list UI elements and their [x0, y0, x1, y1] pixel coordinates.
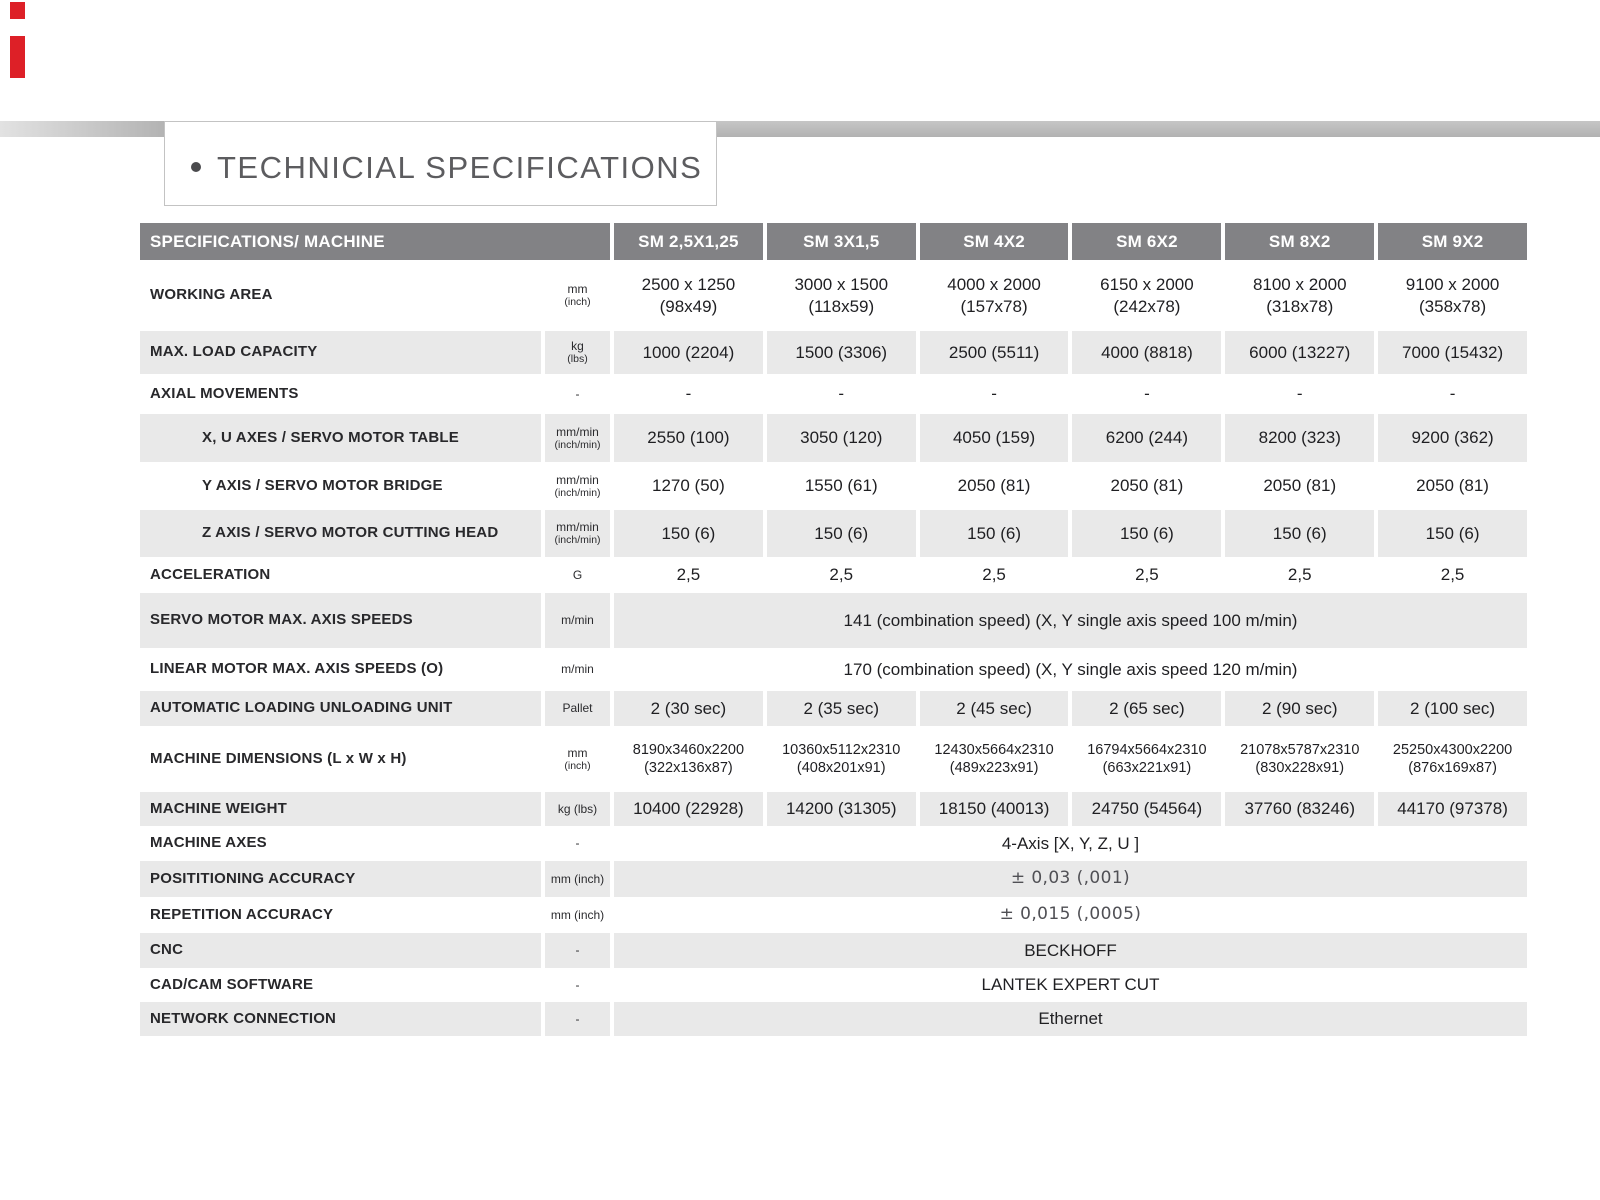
- value-cell: [1221, 414, 1374, 462]
- value-cell: [763, 792, 916, 826]
- section-title-box: [164, 121, 717, 206]
- text-line: kg: [571, 339, 584, 353]
- table-row: [140, 1002, 1527, 1036]
- unit-cell: [541, 331, 610, 374]
- text-line: 150 (6): [1272, 523, 1327, 543]
- text-line: (157x78): [960, 296, 1028, 316]
- text-line: 4000 (8818): [1101, 342, 1193, 362]
- span-value-cell: 141 (combination speed) (X, Y single axis speed 100 m/min): [610, 593, 1527, 648]
- text-line: -: [838, 384, 845, 404]
- text-line: (inch/min): [554, 438, 601, 451]
- spec-label: AXIAL MOVEMENTS: [150, 384, 299, 402]
- table-row: [140, 726, 1527, 792]
- text-line: 12430x5664x2310: [934, 741, 1054, 758]
- value-cell: [1068, 331, 1221, 374]
- column-header: SM 8X2: [1221, 223, 1374, 260]
- value-cell: [1068, 726, 1221, 792]
- text-line: 6000 (13227): [1249, 342, 1351, 362]
- text-line: 16794x5664x2310: [1087, 741, 1207, 758]
- spec-label: POSITITIONING ACCURACY: [140, 861, 541, 897]
- value-cell: [1374, 557, 1527, 593]
- value-cell: [763, 557, 916, 593]
- text-line: m/min: [561, 662, 594, 677]
- text-line: (408x201x91): [796, 760, 886, 776]
- text-line: 44170 (97378): [1397, 799, 1508, 819]
- text-line: 8200 (323): [1258, 428, 1341, 448]
- value-cell: [1374, 260, 1527, 331]
- value-cell: [763, 726, 916, 792]
- column-header: SM 4X2: [916, 223, 1069, 260]
- page-edge-red-mark: [10, 2, 25, 19]
- value-cell: [916, 331, 1069, 374]
- text-line: 24750 (54564): [1091, 799, 1203, 819]
- unit-cell: [541, 826, 610, 861]
- text-line: 2,5: [1440, 565, 1465, 585]
- table-row: [140, 968, 1527, 1002]
- text-line: 2,5: [1287, 565, 1312, 585]
- value-cell: [916, 691, 1069, 726]
- column-header: SM 9X2: [1374, 223, 1527, 260]
- text-line: 1500 (3306): [795, 342, 888, 362]
- unit-cell: [541, 691, 610, 726]
- value-cell: [610, 510, 763, 557]
- text-line: (118x59): [808, 296, 875, 316]
- text-line: 3050 (120): [800, 428, 883, 448]
- text-line: mm (inch): [550, 871, 605, 886]
- text-line: 2,5: [982, 565, 1006, 585]
- text-line: 4000 x 2000: [947, 275, 1041, 295]
- value-cell: [610, 557, 763, 593]
- value-cell: [1374, 462, 1527, 510]
- value-cell: [1221, 557, 1374, 593]
- header-divider-band-right: [717, 121, 1600, 137]
- value-cell: [1374, 374, 1527, 414]
- table-row: [140, 593, 1527, 648]
- text-line: 4050 (159): [952, 428, 1036, 448]
- text-line: 2 (100 sec): [1410, 698, 1496, 718]
- text-line: 3000 x 1500: [794, 275, 889, 295]
- unit-cell: [541, 861, 610, 897]
- value-cell: [1221, 726, 1374, 792]
- text-line: 6150 x 2000: [1100, 275, 1194, 295]
- value-cell: [1068, 510, 1221, 557]
- text-line: 1550 (61): [804, 476, 878, 496]
- unit-cell: [541, 510, 610, 557]
- value-cell: [1068, 260, 1221, 331]
- text-line: 37760 (83246): [1244, 799, 1356, 819]
- page-title: TECHNICIAL SPECIFICATIONS: [217, 149, 703, 185]
- value-cell: [1374, 792, 1527, 826]
- text-line: 2,5: [1135, 565, 1159, 585]
- table-row: [140, 933, 1527, 968]
- unit-cell: [541, 792, 610, 826]
- text-line: 150 (6): [1425, 523, 1480, 543]
- unit-cell: [541, 593, 610, 648]
- column-header: SM 2,5X1,25: [610, 223, 763, 260]
- spec-label: WORKING AREA: [150, 286, 273, 304]
- table-row: [140, 826, 1527, 861]
- text-line: 150 (6): [1119, 523, 1174, 543]
- value-cell: [763, 414, 916, 462]
- text-line: 10360x5112x2310: [782, 741, 901, 758]
- text-line: -: [575, 943, 580, 958]
- value-cell: [1374, 331, 1527, 374]
- text-line: -: [685, 384, 692, 404]
- value-cell: [763, 691, 916, 726]
- text-line: (830x228x91): [1255, 760, 1345, 776]
- value-cell: [916, 414, 1069, 462]
- text-line: -: [1449, 384, 1456, 404]
- unit-cell: [541, 897, 610, 933]
- unit-cell: [541, 1002, 610, 1036]
- text-line: G: [572, 567, 583, 582]
- table-row: [140, 510, 1527, 557]
- column-header: SM 3X1,5: [763, 223, 916, 260]
- text-line: 25250x4300x2200: [1392, 741, 1513, 758]
- spec-table: [140, 223, 1527, 1036]
- text-line: (318x78): [1266, 296, 1334, 316]
- spec-label: Y AXIS / SERVO MOTOR BRIDGE: [202, 476, 443, 494]
- span-value-cell: ± 0,03 (,001): [610, 861, 1527, 897]
- text-line: 2,5: [676, 565, 701, 585]
- span-value-cell: LANTEK EXPERT CUT: [610, 968, 1527, 1002]
- text-line: 8100 x 2000: [1252, 275, 1347, 295]
- value-cell: [610, 374, 763, 414]
- text-line: 21078x5787x2310: [1240, 741, 1360, 758]
- text-line: (876x169x87): [1408, 760, 1497, 776]
- spec-label: ACCELERATION: [150, 565, 271, 583]
- text-line: 9100 x 2000: [1405, 275, 1500, 295]
- text-line: mm/min: [556, 520, 599, 534]
- value-cell: [1221, 260, 1374, 331]
- text-line: 8190x3460x2200: [632, 741, 745, 758]
- text-line: (lbs): [567, 353, 588, 366]
- value-cell: [1221, 331, 1374, 374]
- span-value-cell: ± 0,015 (,0005): [610, 897, 1527, 933]
- value-cell: [916, 510, 1069, 557]
- value-cell: [916, 462, 1069, 510]
- text-line: 2500 (5511): [948, 342, 1040, 362]
- text-line: 150 (6): [814, 523, 869, 543]
- value-cell: [1221, 374, 1374, 414]
- table-row: [140, 648, 1527, 691]
- spec-label: MACHINE WEIGHT: [140, 792, 541, 826]
- span-value-cell: 170 (combination speed) (X, Y single axis speed 120 m/min): [610, 648, 1527, 691]
- header-divider-band-left: [0, 121, 164, 137]
- value-cell: [610, 726, 763, 792]
- spec-label: SERVO MOTOR MAX. AXIS SPEEDS: [140, 593, 541, 648]
- text-line: (inch/min): [554, 534, 601, 547]
- text-line: 1270 (50): [652, 476, 725, 496]
- text-line: -: [575, 977, 580, 992]
- spec-label: AUTOMATIC LOADING UNLOADING UNIT: [140, 691, 541, 726]
- text-line: -: [575, 386, 580, 401]
- span-value-cell: 4-Axis [X, Y, Z, U ]: [610, 826, 1527, 861]
- text-line: -: [575, 836, 580, 851]
- value-cell: [1068, 557, 1221, 593]
- text-line: kg (lbs): [557, 801, 598, 816]
- spec-label: MAX. LOAD CAPACITY: [140, 331, 541, 374]
- text-line: -: [1296, 384, 1303, 404]
- text-line: (inch/min): [554, 486, 601, 499]
- text-line: m/min: [561, 613, 594, 628]
- table-row: [140, 691, 1527, 726]
- value-cell: [1068, 792, 1221, 826]
- span-value-cell: BECKHOFF: [610, 933, 1527, 968]
- text-line: -: [575, 1011, 580, 1026]
- text-line: 2,5: [829, 565, 854, 585]
- column-header: SM 6X2: [1068, 223, 1221, 260]
- value-cell: [1068, 414, 1221, 462]
- spec-label: MACHINE DIMENSIONS (L x W x H): [150, 749, 407, 767]
- value-cell: [916, 726, 1069, 792]
- spec-label: CAD/CAM SOFTWARE: [150, 975, 314, 993]
- text-line: mm (inch): [550, 907, 605, 922]
- value-cell: [763, 462, 916, 510]
- text-line: mm/min: [556, 424, 599, 439]
- table-row: [140, 331, 1527, 374]
- unit-cell: [541, 414, 610, 462]
- value-cell: [1374, 414, 1527, 462]
- spec-label: CNC: [140, 933, 541, 968]
- value-cell: [1374, 510, 1527, 557]
- text-line: (inch): [564, 296, 591, 309]
- value-cell: [763, 260, 916, 331]
- text-line: 2 (65 sec): [1109, 698, 1185, 718]
- text-line: 18150 (40013): [938, 799, 1050, 819]
- value-cell: [610, 260, 763, 331]
- spec-label: REPETITION ACCURACY: [150, 905, 334, 923]
- unit-cell: [541, 260, 610, 331]
- text-line: 9200 (362): [1411, 428, 1494, 448]
- value-cell: [1221, 510, 1374, 557]
- value-cell: [610, 414, 763, 462]
- table-row: [140, 861, 1527, 897]
- unit-cell: [541, 557, 610, 593]
- text-line: (322x136x87): [644, 760, 733, 776]
- text-line: mm: [567, 745, 588, 760]
- unit-cell: [541, 374, 610, 414]
- value-cell: [1068, 691, 1221, 726]
- corner-header: SPECIFICATIONS/ MACHINE: [140, 223, 610, 260]
- text-line: -: [1144, 384, 1150, 404]
- text-line: 150 (6): [661, 523, 716, 543]
- text-line: 2500 x 1250: [641, 275, 736, 295]
- text-line: -: [991, 384, 997, 404]
- value-cell: [763, 374, 916, 414]
- text-line: (inch): [564, 759, 591, 772]
- text-line: (663x221x91): [1102, 760, 1192, 776]
- text-line: 7000 (15432): [1402, 342, 1504, 362]
- value-cell: [1374, 691, 1527, 726]
- spec-label: MACHINE AXES: [150, 834, 267, 852]
- value-cell: [916, 260, 1069, 331]
- text-line: 150 (6): [967, 523, 1021, 543]
- text-line: 1000 (2204): [642, 342, 735, 362]
- value-cell: [763, 510, 916, 557]
- value-cell: [1221, 462, 1374, 510]
- value-cell: [610, 331, 763, 374]
- value-cell: [916, 374, 1069, 414]
- text-line: mm: [567, 282, 588, 296]
- table-row: [140, 462, 1527, 510]
- spec-label: X, U AXES / SERVO MOTOR TABLE: [140, 414, 541, 462]
- table-row: [140, 897, 1527, 933]
- text-line: (489x223x91): [949, 760, 1039, 776]
- unit-cell: [541, 648, 610, 691]
- text-line: mm/min: [556, 472, 599, 487]
- text-line: 2 (90 sec): [1261, 698, 1338, 718]
- value-cell: [610, 792, 763, 826]
- text-line: 2 (30 sec): [650, 698, 727, 718]
- value-cell: [1221, 691, 1374, 726]
- table-header-row: [140, 223, 1527, 260]
- span-value-cell: Ethernet: [610, 1002, 1527, 1036]
- text-line: 2 (35 sec): [803, 698, 880, 718]
- table-row: [140, 414, 1527, 462]
- bullet-icon: [191, 162, 201, 172]
- text-line: 2 (45 sec): [956, 698, 1032, 718]
- unit-cell: [541, 726, 610, 792]
- value-cell: [1374, 726, 1527, 792]
- spec-label: Z AXIS / SERVO MOTOR CUTTING HEAD: [140, 510, 541, 557]
- spec-label: NETWORK CONNECTION: [140, 1002, 541, 1036]
- value-cell: [1068, 374, 1221, 414]
- value-cell: [1068, 462, 1221, 510]
- text-line: 6200 (244): [1105, 428, 1189, 448]
- table-row: [140, 557, 1527, 593]
- table-row: [140, 374, 1527, 414]
- text-line: Pallet: [562, 701, 593, 716]
- text-line: 2050 (81): [1263, 476, 1337, 496]
- text-line: (98x49): [659, 296, 718, 316]
- text-line: 14200 (31305): [785, 799, 897, 819]
- unit-cell: [541, 933, 610, 968]
- text-line: 10400 (22928): [633, 799, 744, 819]
- text-line: 2050 (81): [1110, 476, 1184, 496]
- spec-label: LINEAR MOTOR MAX. AXIS SPEEDS (O): [150, 660, 444, 678]
- value-cell: [916, 557, 1069, 593]
- page-edge-red-mark: [10, 36, 25, 78]
- text-line: 2050 (81): [957, 476, 1031, 496]
- text-line: (358x78): [1419, 296, 1487, 316]
- value-cell: [1221, 792, 1374, 826]
- text-line: (242x78): [1113, 296, 1181, 316]
- value-cell: [916, 792, 1069, 826]
- unit-cell: [541, 462, 610, 510]
- text-line: 2550 (100): [647, 428, 730, 448]
- value-cell: [610, 691, 763, 726]
- table-row: [140, 260, 1527, 331]
- text-line: 2050 (81): [1416, 476, 1489, 496]
- value-cell: [610, 462, 763, 510]
- value-cell: [763, 331, 916, 374]
- table-row: [140, 792, 1527, 826]
- unit-cell: [541, 968, 610, 1002]
